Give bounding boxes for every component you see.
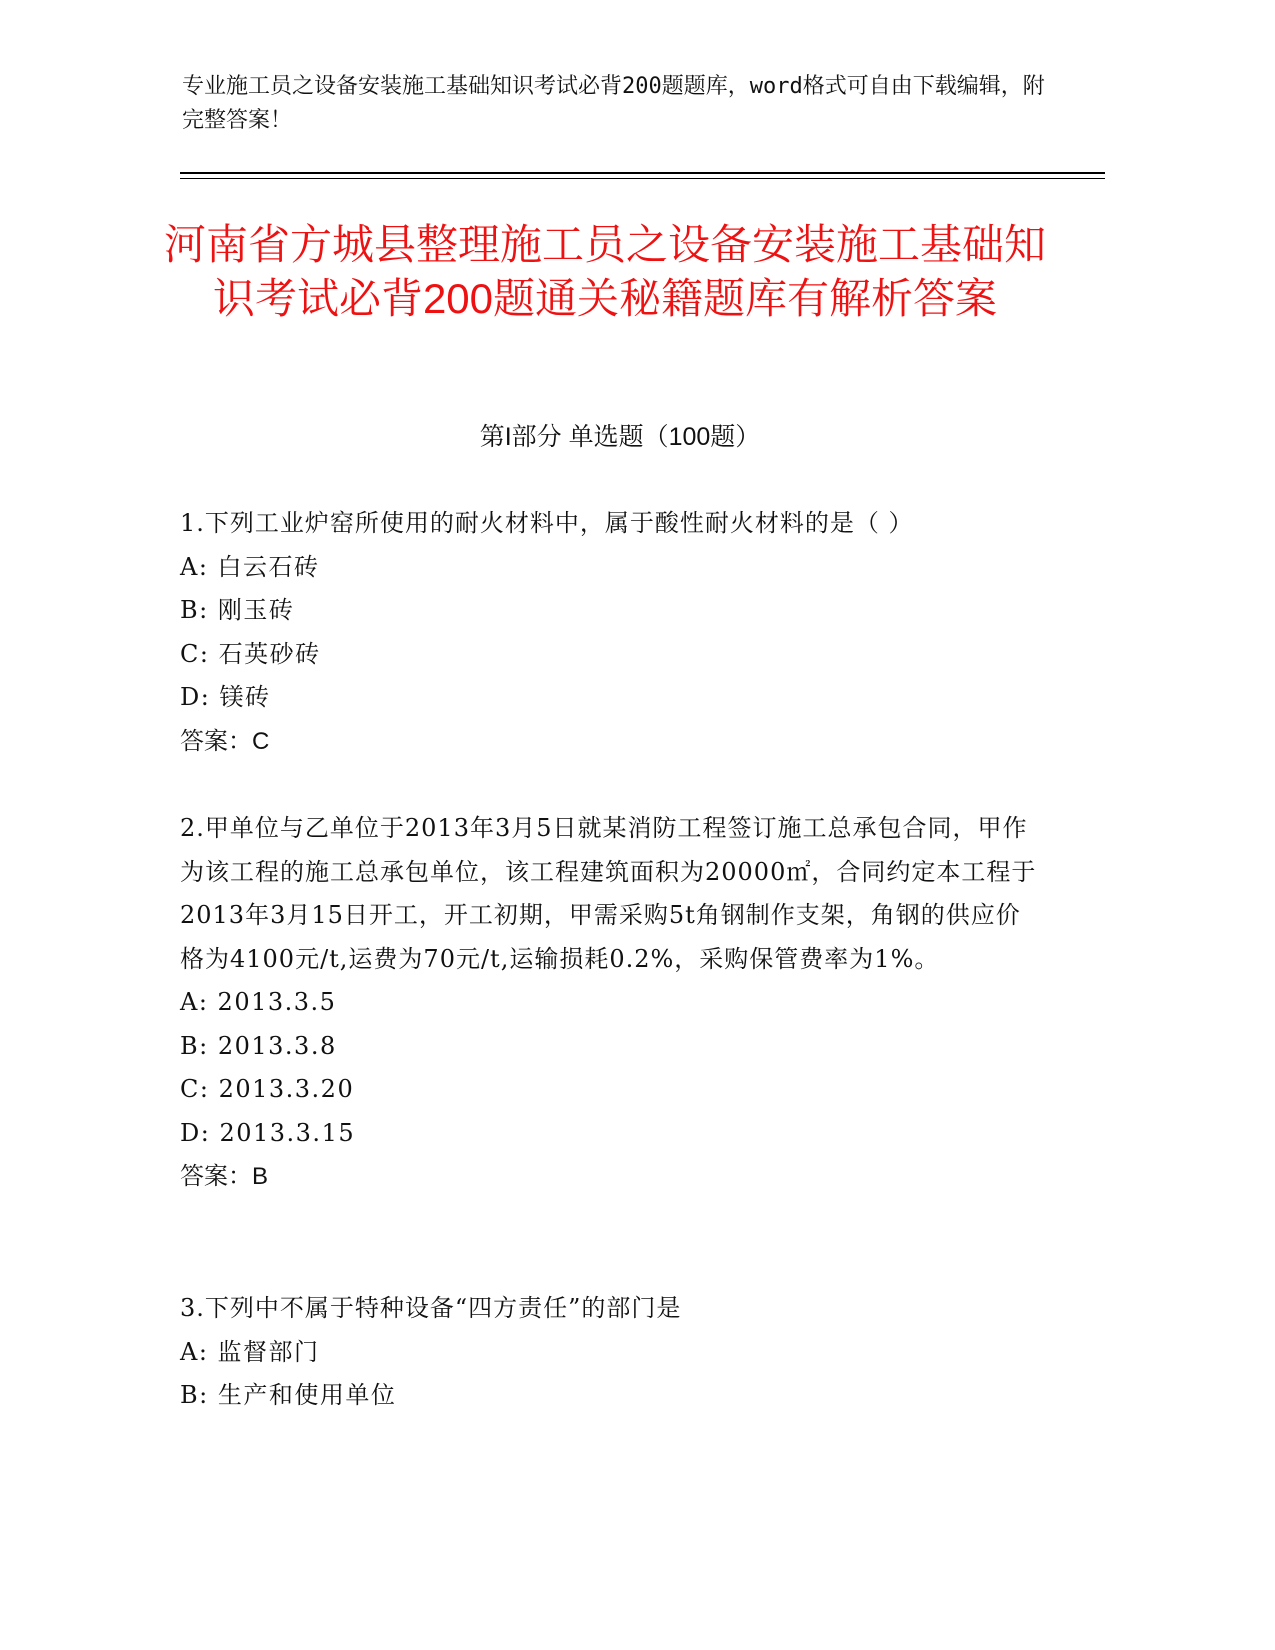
question-stem: 3.下列中不属于特种设备“四方责任”的部门是 — [180, 1294, 682, 1322]
header-note: 专业施工员之设备安装施工基础知识考试必背200题题库，word格式可自由下载编辑，附完整答案！ — [182, 74, 1045, 133]
question-3 — [180, 1287, 1040, 1418]
question-stem: 2.甲单位与乙单位于2013年3月5日就某消防工程签订施工总承包合同，甲作为该工程的施工总承包单位，该工程建筑面积为20000㎡，合同约定本工程于2013年3月15日开工，开工初期，甲需采购5t角钢制作支架，角钢的供应价格为4100元/t,运费为70元/t,运输损耗0.2%，采购保管费率为1%。 — [180, 814, 1037, 973]
option-a: A: 2013.3.5 — [180, 988, 337, 1016]
option-a: A: 监督部门 — [180, 1337, 320, 1366]
option-c: C: 石英砂砖 — [180, 639, 321, 668]
option-a: A: 白云石砖 — [180, 552, 320, 581]
question-2 — [180, 807, 1040, 1199]
option-d: D: 镁砖 — [180, 683, 271, 711]
question-stem: 1.下列工业炉窑所使用的耐火材料中，属于酸性耐火材料的是（ ） — [180, 509, 914, 537]
option-c: C: 2013.3.20 — [180, 1075, 355, 1103]
document-title: 河南省方城县整理施工员之设备安装施工基础知识考试必背200题通关秘籍题库有解析答案 — [163, 221, 1046, 322]
option-b: B: 生产和使用单位 — [180, 1381, 397, 1409]
option-b: B: 刚玉砖 — [180, 596, 295, 624]
option-d: D: 2013.3.15 — [180, 1118, 356, 1147]
header-divider-thick — [180, 172, 1105, 174]
option-b: B: 2013.3.8 — [180, 1031, 337, 1060]
header-divider-thin — [180, 178, 1105, 179]
section-heading: 第I部分 单选题（100题） — [479, 423, 761, 451]
answer: 答案：C — [180, 727, 270, 755]
answer: 答案：B — [180, 1163, 269, 1190]
question-1 — [180, 502, 1040, 763]
